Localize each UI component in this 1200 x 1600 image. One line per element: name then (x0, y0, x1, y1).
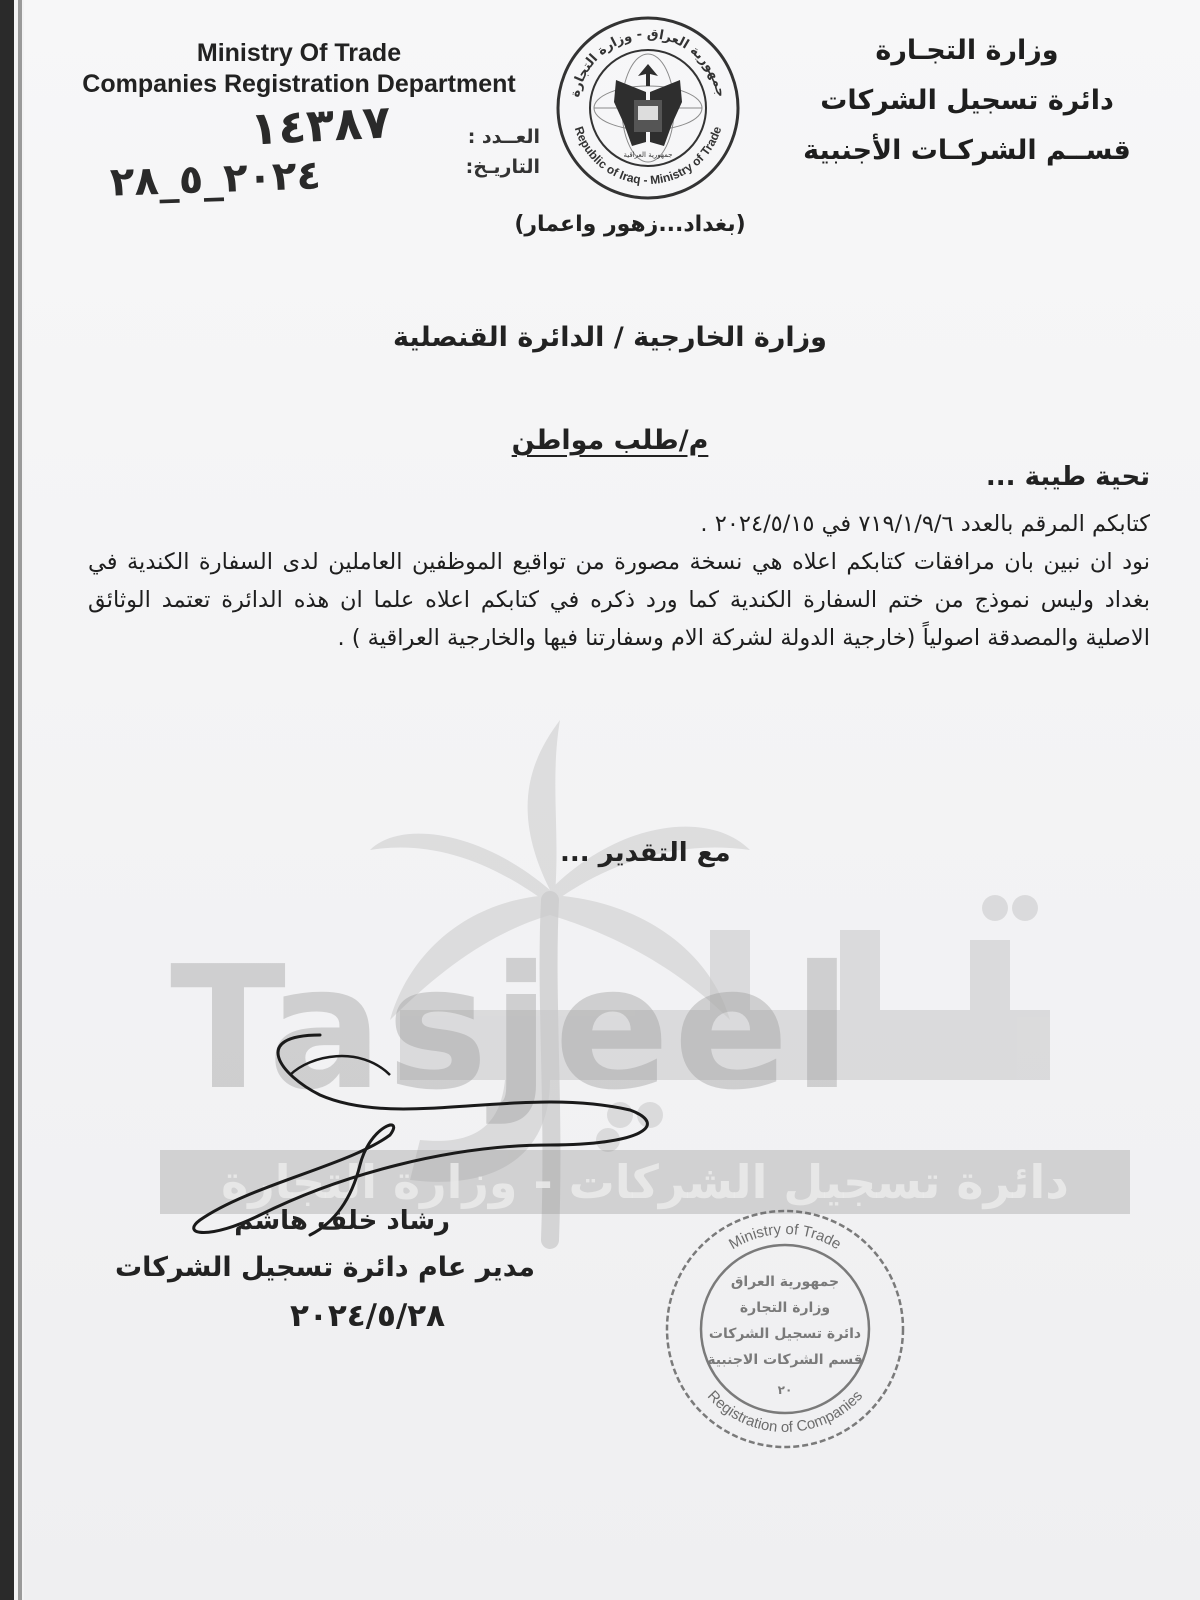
letterhead-department-en: Companies Registration Department (82, 70, 516, 98)
stamp-center-line-3: دائرة تسجيل الشركات (708, 1326, 862, 1342)
letterhead-ministry-ar: وزارة التجـارة (875, 35, 1059, 66)
body-paragraph-main: نود ان نبين بان مرافقات كتابكم اعلاه هي نسخة مصورة من تواقيع الموظفين العاملين لدى السفارة الكندية في بغداد وليس نموذج من ختم السفارة الكندية كما ورد ذكره في كتابكم اعلاه علما ان هذه الدائرة تعتمد الوثائق الاصلية والمصدقة اصولياً (خارجية الدولة لشركة الام وسفارتنا فيها والخارجية العراقية ) . (88, 549, 1150, 651)
letterhead-department-ar: دائرة تسجيل الشركات (820, 85, 1114, 116)
svg-text:Ministry of Trade (726, 1221, 844, 1253)
letterhead-ministry-en: Ministry Of Trade (196, 39, 402, 67)
signer-date: ٢٠٢٤/٥/٢٨ (290, 1298, 446, 1334)
seal-emblem-banner: جمهورية العراقية (623, 151, 673, 159)
reference-labels (440, 122, 540, 182)
seal-top-arabic-text: جمهورية العراق - وزارة التجارة (567, 26, 729, 99)
stamp-center-line-1: جمهورية العراق (730, 1274, 840, 1290)
ministry-seal-icon (554, 14, 742, 202)
english-letterhead (64, 38, 534, 100)
handwritten-reference-number: ١٤٣٨٧ (248, 94, 392, 156)
stamp-center-number: ٢٠ (777, 1383, 793, 1397)
department-stamp-icon (660, 1204, 910, 1454)
page-binding-edge (0, 0, 14, 1600)
greeting: تحية طيبة ... (985, 462, 1150, 492)
addressee: وزارة الخارجية / الدائرة القنصلية (393, 322, 827, 353)
body-paragraph-reference: كتابكم المرقم بالعدد ٧١٩/١/٩/٦ في ٢٠٢٤/٥/١٥ . (700, 511, 1150, 537)
stamp-center-line-4: قسم الشركات الاجنبية (707, 1352, 863, 1368)
city-slogan: (بغداد...زهور واعمار) (514, 212, 746, 237)
subject-line: م/طلب مواطن (511, 425, 709, 456)
letter-body (88, 505, 1150, 657)
signer-title: مدير عام دائرة تسجيل الشركات (114, 1252, 536, 1283)
stamp-ring-bottom-text: Registration of Companies (703, 1387, 867, 1437)
signer-name: رشاد خلف هاشم (234, 1206, 450, 1236)
letterhead-section-ar: قســم الشركـات الأجنبية (803, 135, 1131, 166)
closing-line: مع التقدير ... (560, 838, 731, 868)
stamp-ring-top-text: Ministry of Trade (726, 1220, 845, 1254)
stamp-center-line-2: وزارة التجارة (739, 1300, 831, 1316)
number-label: العــدد : (467, 126, 540, 148)
page-shadow-edge (18, 0, 22, 1600)
seal-top-english-text: Republic of Iraq - Ministry of Trade (571, 124, 725, 188)
date-label: التاريـخ: (465, 156, 540, 178)
watermark-band-text: دائرة تسجيل الشركات - وزارة التجارة (221, 1155, 1069, 1209)
watermark-latin-text: Tasjeel (170, 930, 856, 1128)
arabic-letterhead (802, 26, 1132, 176)
handwritten-reference-date: ٢٠٢٤_٥_٢٨ (109, 152, 322, 206)
